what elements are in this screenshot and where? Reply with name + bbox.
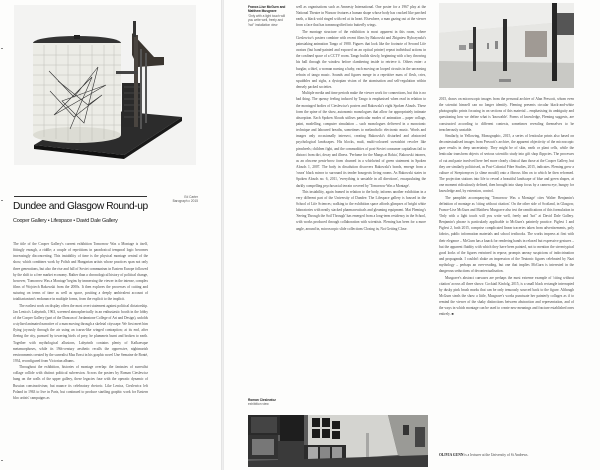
author-name: OLIVIA GUNN [439, 453, 464, 457]
paragraph: well as organisations such as Amnesty International. One poster for a 1967 play at the National Theatre in Warsaw features a human shape whose body has cracked like parched earth, a black void ringed with red at its heart. Elsewhere, a man gazing out at the viewer from a face that has transmogrified into butterfly wings. [296, 5, 426, 28]
paragraph: The montage structure of the exhibition is most apparent in this room, where Cieslewicz's posters combine with recent films by Bakowski and Zbigniew Rybczynski's painstaking animation Tango of 1980. Figures that look like the footnote of Second Life avatars (but hand-painted and exposed on an optical printer) repeat individual actions in the confined space of a CCTV room. Tango builds slowly, beginning with a boy throwing his ball through the window before clambering inside to retrieve it. Others enter: a burglar, a thief, a woman nursing a baby, each moving on looped circuits in the unceasing refrain of tango music. Sounds and figures merge in a repetitive mass of flesh, cries, squabbles and sighs, a dystopian vision of the atomisation and self-regulation within densely packed societies. [296, 29, 426, 90]
paragraph: The title of the Cooper Gallery's current exhibition Tomorrow Was a Montage is itself, fittingly enough, a riddle; a couple of repetitions in paradoxical temporal logic becomes increasingly disconcerting. This instability of time is the physical montage central of the show, which combines work by Polish and Hungarian artists whose practices span not only three generations, but also the rise and fall of Soviet communism in Eastern Europe followed by the shift to a free market economy. Rather than a chronological history of political change, however, 'Tomorrow Was a Montage' begins by immersing the viewer in the intense, complex films of Wojciech Bakowski from the 2000s. It then explores the processes of cutting and suturing on terms of time as well as space, positing a deeply ambivalent account of totalitarianism's endurance in multiple forms, from the explicit to the implicit. [13, 242, 148, 302]
margin-mark [1, 200, 3, 201]
paragraph: Multiple media and time periods make the viewer work for connections, but this is no bad thing. The queasy feeling induced by Tango is emphasised when read in relation to the montaged bodies of Cieslewicz's posters and Bakowski's eight Spoken Alouds. These form the spine of the show, autonomic monologues that allow for appropriately intimate absorption. Each Spoken Alouds utilises particular modes of animation – paper collage, paint, modelling, computer simulation – such monologues delivered in a monotonic technique and laboured breaths, sometimes to melancholic electronic music. Words and images only occasionally intersect, creating Bakowski's disturbed and abstracted psychological landscapes. His blocks, mult, multi-coloured sweatshirt revolve like pinwheels; children fight, and the commodities of post-Soviet consumer capitalism fail to distract from dirt, decay and illness. 'Perfume for the Mangs at Rokta', Bakowski intones, as an obscene penis-brow form churned in a whirlwind of green statement in Spoken Alouds 1, 2007. The body in dissolution discovers Bakowski's bonds, emerge from a 'rosea' black mirror to surround its tender bourgeois living rooms. As Bakowski states in Spoken Alouds no. 6, 2011, 'everything is unstable in all directions', encapsulating the darkly compelling psychosocial terrain covered by 'Tomorrow Was a Montage'. [296, 91, 426, 188]
barograph-illustration [14, 5, 196, 165]
paragraph: The pamphlet accompanying 'Tomorrow Was a Montage' cites Walter Benjamin's definition of montage as 'citing without citation'. On the other side of Scotland, in Glasgow, France-Lise McGurn and Matthew Musgrave also test the ramifications of this formulation in 'Only with a light touch will you write well, freely and 'hot'' at David Dale Gallery. Benjamin's phrase is particularly applicable to McGurn's painterly practice. Pigfest 1 and Pigfest 2, both 2015, comprise complicated linear traceries taken from advertisements, poly fabrics, public information materials and school textbooks. The works impress at first with their elegance – McGurn has a knack for rendering hands in relaxed but expressive gestures – but the apparent fluidity with which they have been painted, not to mention the stereotypical good looks of the figures entwined in repose, prompts uneasy suspicions of indoctrination and propaganda. I couldn't shake an impression of the Teutonic figures celebrated by Nazi mythology – perhaps an over-reading, but one that implies McGurn is interested in the dangerous seductions of decontextualisation. [439, 195, 574, 274]
paragraph: 2015, draws on microscopic images from the personal archive of Alan Prescott, whom even the scientist himself can no longer identify. Fleming presents circular black-and-white photographic prints focusing in on sections of this material – emphasising its ambiguity and questioning how we define what is 'knowable'. Forms of knowledge, Fleming suggests, are constructed according to different contexts, sometimes revealing themselves to be treacherously unstable. [439, 97, 574, 132]
right-col1-text [296, 4, 426, 406]
right-page [224, 0, 600, 470]
headline-rule [14, 196, 147, 197]
article-subhead: Cooper Gallery • Lifespace • David Dale Gallery [13, 218, 118, 224]
caption-top-text: 'Only with a light touch will you write well, freely and 'hot'' installation view [248, 13, 286, 27]
poster-exhibition-photo [248, 415, 428, 467]
paragraph: This instability, again framed in relation to the body, informs another exhibition in a very different part of the University of Dundee. The Lifespace gallery is housed in the School of Life Sciences; walking to the exhibition space affords glimpses of bright white laboratories with neatly stacked pharmaceuticals and gleaming equipment. Mat Fleming's 'Seeing Through the Soil Through' has emerged from a long-term residency in the School, with works produced through collaboration with scientists. Fleming has been for a more angle, around in, microscopic slide collections Closing in, Not Getting Close. [296, 189, 426, 231]
article-headline: Dundee and Glasgow Round-up [13, 201, 148, 212]
right-col2-text [439, 96, 574, 446]
caption-top-names: France-Lise McGurn and Matthew Musgrave [248, 5, 286, 14]
author-bio [439, 452, 574, 460]
paragraph: Throughout the exhibition, histories of montage overlap: the fantasies of surrealist collage collide with distinct political subversion. Across the posters by Roman Cieslewicz hung on the walls of the upper gallery, these legacies fuse with the operatic dynamic of Russian constructivism; but nuance its celebratory rhetoric. Like Lenica, Cieslewicz left Poland in 1963 to live in Paris, but continued to produce startling graphic work for Eastern bloc artists' campaigns as [13, 365, 148, 400]
photo-credit-author: Ed Carter [184, 195, 198, 199]
caption-bottom-text: exhibition view [248, 402, 269, 407]
margin-mark [1, 48, 3, 49]
paragraph: Similarly, in Yellowing, Monographic, 2015, a series of lenticular prints also based on decontextualised images from Prescott's archive, the apparent objectivity of the microscopic gaze results in deep uncertainty. They might be of skin, earth or plant cells, while the lenticular transform objects of serious scientific study into gift shop flippcies. The processes of cut and paste involved here feel more clearly clinical than those at the Cooper Gallery, but they are similarly politicised, as Post-Colonial Fibre Studies, 2015, indicates. Fleming grew a culture of Streptomyces (a slime mould) onto a fibrous film on to which he then reformed. The projection stations into life to reveal a beautiful landscape of blue and green shapes, at one moment ridiculously defined, then brought into sharp focus by a camera eye, hungry for knowledge and, by extension, control. [439, 133, 574, 194]
gallery-space-illustration [439, 3, 574, 88]
caption-top [248, 5, 290, 27]
left-page [0, 0, 221, 470]
paragraph: Musgrave's abstract canvases are perhaps the most extreme example of 'citing without citation' across all three shows: Cocktail Kinfolg, 2015, is a small black rectangle interrupted by dusky pink brush marks that can be only tenuously sourced back to the figure. Although McGurn steals the show a little, Musgrave's works punctuate her painterly collages as if to remind the viewer of the shaky distinctions between abstraction and representation, and of the ways in which montage can be used to create new meanings and fracture established ones entirely. ■ [439, 275, 574, 317]
paragraph: The earliest work on display offers the most overt statement against political dictatorship. Jan Lenica's Labyrinth, 1963, screened atmospherically in an enthusiastic booth in the lobby of the Cooper Gallery (part of the Duncan of Jordanstone College of Art and Design), unfolds a stylised animated narrative of a man moving through a skeletal cityscape. We first meet him flying joyously through the air using an icarus-like winged contraption; at its end, after fleeing the city, pursued by towering birds of prey, he plummets burnt and broken to earth. Together with mythological allusions, Labyrinth contains plenty of Kafkaesque metamorphoses, while its 19th-century aesthetic recalls the oppressive, nightmarish environments created by the surrealist Max Ernst in his graphic novel Une Semaine de Bonté, 1934, reconfigured from Victorian albums. [13, 303, 148, 363]
poster-exhibition-illustration [248, 415, 428, 467]
caption-bottom [248, 398, 290, 407]
caption-bottom-names: Roman Cieslewicz [248, 398, 276, 402]
gallery-space-photo [439, 3, 574, 88]
margin-mark [1, 460, 3, 461]
photo-credit-title: Barograph c 2015 [172, 199, 198, 204]
photo-credit [156, 195, 198, 204]
left-body-text [13, 241, 148, 467]
author-bio-text: is a lecturer at the University of St Andrews. [464, 453, 529, 457]
barograph-photo [14, 5, 196, 165]
